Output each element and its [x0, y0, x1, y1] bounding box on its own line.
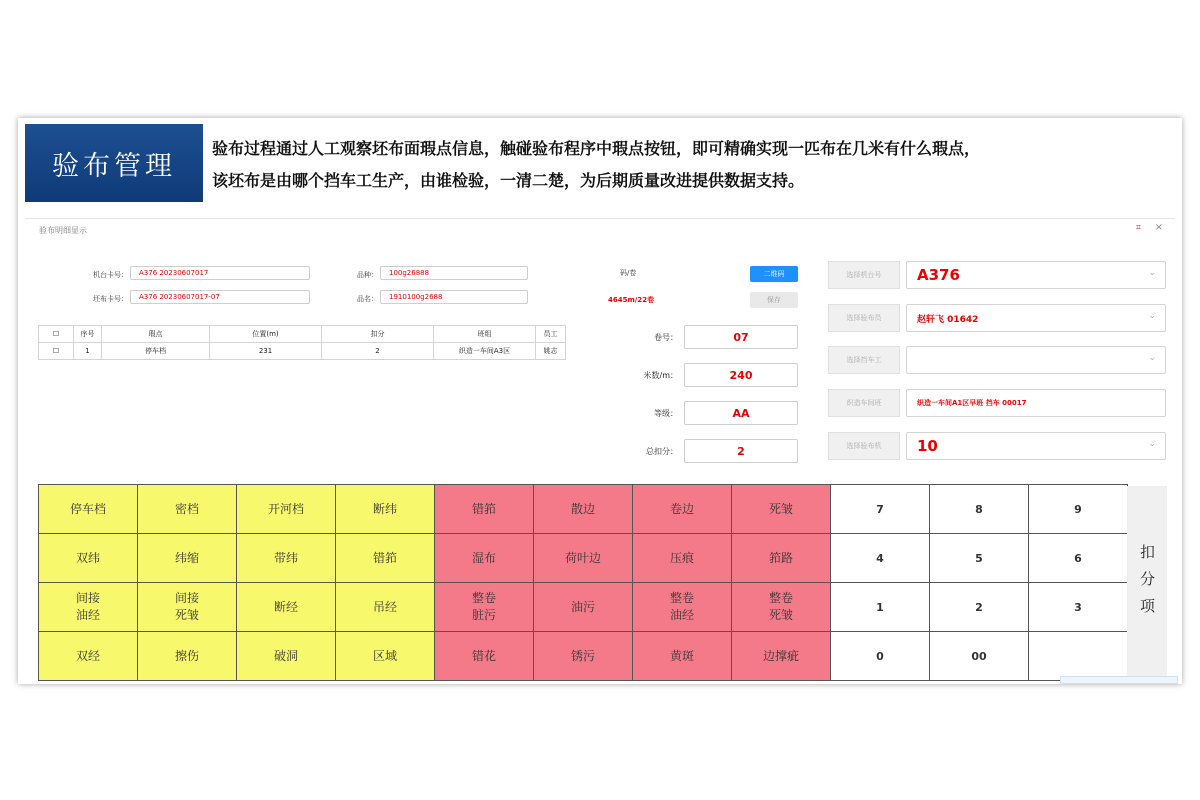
- key-label-line: 死皱: [768, 608, 793, 622]
- meters-label: 米数/m：: [643, 371, 678, 380]
- select-workshop-label: 织造车间班: [828, 389, 900, 417]
- deduction-items-label: 扣分项: [1138, 543, 1156, 625]
- dialog-title: 验布明细显示: [39, 226, 87, 235]
- key-label-line: 间接: [174, 591, 199, 605]
- defect-key[interactable]: 吊经: [336, 583, 435, 632]
- col-score: 扣分: [322, 326, 434, 343]
- qrcode-button[interactable]: 二维码: [750, 266, 798, 282]
- select-machine-label: 选择机台号: [828, 261, 900, 289]
- select-all-checkbox[interactable]: ☐: [39, 326, 74, 343]
- defect-key[interactable]: 擦伤: [138, 632, 237, 681]
- key-label-line: 整卷: [471, 591, 496, 605]
- select-workshop-value[interactable]: 织造一车间A1区早班 挡车 00017: [906, 389, 1166, 417]
- defect-keypad: [38, 484, 1128, 681]
- col-team: 班组: [434, 326, 536, 343]
- select-inspection-machine-value[interactable]: 10: [906, 432, 1166, 460]
- deduction-items-button[interactable]: [1127, 486, 1167, 682]
- gauge-value: 4645m/22卷: [608, 296, 655, 304]
- defect-key[interactable]: 纬缩: [138, 534, 237, 583]
- defect-key[interactable]: 边撑疵: [732, 632, 831, 681]
- defect-key[interactable]: [633, 583, 732, 632]
- number-key[interactable]: 5: [930, 534, 1029, 583]
- select-operator-value[interactable]: [906, 346, 1166, 374]
- number-key[interactable]: 00: [930, 632, 1029, 681]
- defect-key[interactable]: 开河档: [237, 485, 336, 534]
- select-workshop[interactable]: [828, 389, 1166, 417]
- number-key[interactable]: 1: [831, 583, 930, 632]
- chevron-down-icon[interactable]: ⌄: [1148, 311, 1156, 321]
- col-defect: 瑕点: [102, 326, 210, 343]
- defect-key[interactable]: 锈污: [534, 632, 633, 681]
- key-label-line: 油经: [75, 608, 100, 622]
- chevron-down-icon[interactable]: ⌄: [1148, 268, 1156, 278]
- number-key[interactable]: 9: [1029, 485, 1128, 534]
- number-key[interactable]: 3: [1029, 583, 1128, 632]
- cell-position: 231: [210, 343, 322, 360]
- defect-key[interactable]: 带纬: [237, 534, 336, 583]
- total-score-field[interactable]: 2: [684, 439, 798, 463]
- save-button[interactable]: 保存: [750, 292, 798, 308]
- col-worker: 员工: [536, 326, 566, 343]
- defect-key[interactable]: 筘路: [732, 534, 831, 583]
- variety-input[interactable]: 100g26888: [380, 266, 528, 280]
- taskbar-fragment: [1060, 676, 1178, 684]
- defect-key[interactable]: 断经: [237, 583, 336, 632]
- grade-label: 等级：: [654, 409, 678, 418]
- number-key[interactable]: 7: [831, 485, 930, 534]
- select-inspection-machine[interactable]: [828, 432, 1166, 460]
- select-operator-label: 选择挡车工: [828, 346, 900, 374]
- defect-key[interactable]: [39, 583, 138, 632]
- defect-key[interactable]: 散边: [534, 485, 633, 534]
- variety-label: 品种：: [357, 271, 378, 279]
- key-label-line: 油经: [669, 608, 694, 622]
- select-inspection-machine-label: 选择验布机: [828, 432, 900, 460]
- cell-defect: 停车档: [102, 343, 210, 360]
- defect-key[interactable]: 压痕: [633, 534, 732, 583]
- defect-key[interactable]: 黄斑: [633, 632, 732, 681]
- col-position: 位置(m): [210, 326, 322, 343]
- key-label-line: 整卷: [768, 591, 793, 605]
- select-inspector-value[interactable]: 赵轩飞 01642: [906, 304, 1166, 332]
- description: [212, 133, 1182, 197]
- defect-table: [38, 325, 566, 360]
- description-line-2: 该坯布是由哪个挡车工生产，由谁检验，一清二楚，为后期质量改进提供数据支持。: [212, 171, 805, 190]
- key-label-line: 整卷: [669, 591, 694, 605]
- defect-key[interactable]: 断纬: [336, 485, 435, 534]
- defect-key[interactable]: 油污: [534, 583, 633, 632]
- key-label-line: 脏污: [471, 608, 496, 622]
- cloth-card-input[interactable]: A376 20230607017-07: [130, 290, 310, 304]
- defect-key[interactable]: 错花: [435, 632, 534, 681]
- defect-key[interactable]: 破洞: [237, 632, 336, 681]
- cell-worker: 姚志: [536, 343, 566, 360]
- number-key[interactable]: 0: [831, 632, 930, 681]
- select-operator[interactable]: [828, 346, 1166, 374]
- table-row[interactable]: [39, 343, 566, 360]
- cloth-card-label: 坯布卡号：: [93, 295, 128, 303]
- defect-key[interactable]: 密档: [138, 485, 237, 534]
- col-index: 序号: [74, 326, 102, 343]
- dialog-titlebar: [25, 218, 1175, 240]
- defect-key[interactable]: [732, 583, 831, 632]
- defect-key[interactable]: 湿布: [435, 534, 534, 583]
- key-label-line: 死皱: [174, 608, 199, 622]
- defect-key[interactable]: [138, 583, 237, 632]
- defect-key[interactable]: 错筘: [336, 534, 435, 583]
- defect-key[interactable]: 停车档: [39, 485, 138, 534]
- machine-card-label: 机台卡号：: [93, 271, 128, 279]
- cell-team: 织造一车间A3区: [434, 343, 536, 360]
- number-key[interactable]: 2: [930, 583, 1029, 632]
- gauge-label: 码/卷: [620, 269, 637, 277]
- product-name-input[interactable]: 1910100g2688: [380, 290, 528, 304]
- defect-key[interactable]: 荷叶边: [534, 534, 633, 583]
- defect-key[interactable]: 死皱: [732, 485, 831, 534]
- roll-label: 卷号：: [654, 333, 678, 342]
- defect-key[interactable]: 双经: [39, 632, 138, 681]
- select-machine-value[interactable]: A376: [906, 261, 1166, 289]
- close-icon[interactable]: ×: [1154, 222, 1163, 233]
- cell-score: 2: [322, 343, 434, 360]
- defect-key[interactable]: [435, 583, 534, 632]
- row-checkbox[interactable]: ☐: [39, 343, 74, 360]
- machine-card-input[interactable]: A376 20230607017: [130, 266, 310, 280]
- pin-icon[interactable]: ⌗: [1135, 223, 1141, 233]
- section-banner: 验布管理: [25, 124, 203, 202]
- select-inspector[interactable]: [828, 304, 1166, 332]
- chevron-down-icon[interactable]: ⌄: [1148, 353, 1156, 363]
- select-inspector-label: 选择验布员: [828, 304, 900, 332]
- table-header-row: [39, 326, 566, 343]
- cell-index: 1: [74, 343, 102, 360]
- number-key-empty[interactable]: [1029, 632, 1128, 681]
- product-name-label: 品名：: [357, 295, 378, 303]
- defect-key[interactable]: 双纬: [39, 534, 138, 583]
- meters-field[interactable]: 240: [684, 363, 798, 387]
- select-machine[interactable]: [828, 261, 1166, 289]
- number-key[interactable]: 6: [1029, 534, 1128, 583]
- roll-number-field[interactable]: 07: [684, 325, 798, 349]
- key-label-line: 间接: [75, 591, 100, 605]
- number-key[interactable]: 4: [831, 534, 930, 583]
- description-line-1: 验布过程通过人工观察坯布面瑕点信息，触碰验布程序中瑕点按钮，即可精确实现一匹布在几米有什么瑕点，: [212, 139, 981, 158]
- chevron-down-icon[interactable]: ⌄: [1148, 439, 1156, 449]
- defect-key[interactable]: 错筘: [435, 485, 534, 534]
- defect-key[interactable]: 卷边: [633, 485, 732, 534]
- number-key[interactable]: 8: [930, 485, 1029, 534]
- total-score-label: 总扣分：: [646, 447, 678, 456]
- grade-field[interactable]: AA: [684, 401, 798, 425]
- defect-key[interactable]: 区域: [336, 632, 435, 681]
